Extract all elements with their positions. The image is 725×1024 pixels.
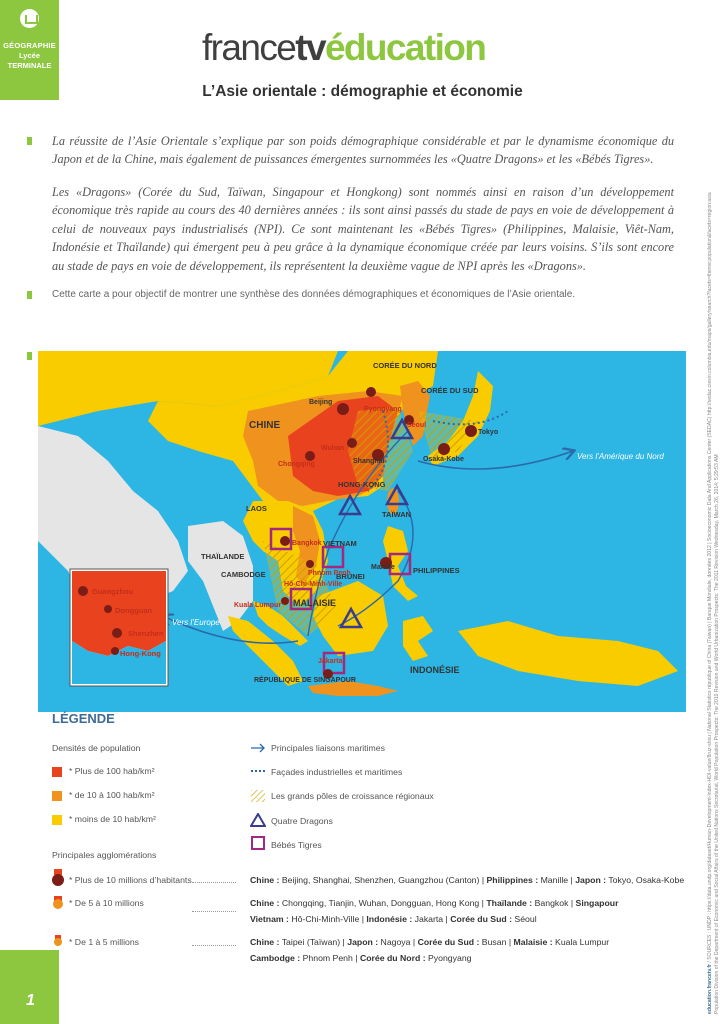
density-medium-swatch (52, 791, 62, 801)
dotted-line-icon (250, 767, 266, 775)
city-marker-phnom-penh (306, 560, 314, 568)
country-label: Malaisie : (513, 937, 553, 947)
hatch-icon (251, 790, 265, 802)
city-marker-beijing (337, 403, 349, 415)
label-vietnam: VIETNAM (323, 539, 357, 548)
city-label-ho-chi-minh: Hô-Chi-Minh-Ville (284, 581, 343, 588)
city-values: Hô-Chi-Minh-Ville (288, 913, 360, 924)
arrow-icon (250, 743, 266, 753)
label-laos: LAOS (246, 504, 267, 513)
label-cambodge: CAMBODGE (221, 570, 266, 579)
country-label: Japon : (575, 875, 607, 885)
inset-label-guangzhou: Guangzhou (92, 587, 134, 596)
city-label-chongqing: Chongqing (278, 461, 315, 468)
agglo-medium-label: * De 5 à 10 millions (69, 898, 144, 908)
cities-medium-row: Vietnam : Hô-Chi-Minh-Ville | Indonésie : Jakarta | Corée du Sud : Séoul (250, 913, 537, 924)
leader-dots (192, 882, 236, 883)
logo-part-tv: tv (295, 27, 325, 68)
paragraph-marker (27, 137, 32, 145)
country-label: Chine : (250, 898, 280, 908)
triangle-icon (250, 813, 266, 827)
paragraph-marker (27, 291, 32, 299)
country-label: Japon : (347, 937, 379, 947)
label-chine: CHINE (249, 420, 281, 431)
intro-paragraph-2: Les «Dragons» (Corée du Sud, Taïwan, Singapour et Hongkong) sont nommés ainsi en raison d’un développement économique très rapide au cours des 40 dernières années : ils sont ainsi passés du stade de pays en voie de développement à celui de nouveaux pays industrialisés (NPI). Ce sont maintenant les «Bébés Tigres» (Philippines, Malaisie, Viêt-Nam, Indonésie et Thaïlande) qui émergent peu à peu grâce à la dynamique économique créée par leurs voisins. S’ils sont encore au stade de pays en voie de développement, ils représentent la deuxième vague de NPI après les «Dragons». (52, 185, 674, 273)
inset-label-shenzhen: Shenzhen (128, 629, 164, 638)
sources-text: / SOURCES : UNDP : https://data.undp.org/dataset/Human-Development-Index-HDI-value/8ruz-shxu | National Statistics république of China (Taiwan) | Banque Mondiale, données 2012 | Socioeconomic Data And Applications Center (SEDAC) http://sedac.ciesin.columbia.edu/maps/gallery/search?facets=theme:population&facets=region:asia (707, 192, 713, 964)
country-label: Philippines : (486, 875, 539, 885)
city-label-shanghai: Shanghai (353, 458, 385, 465)
city-label-osaka-kobe: Osaka-Kobe (423, 456, 464, 463)
city-label-kuala-lumpur: Kuala Lumpur (234, 602, 282, 609)
badge-level: Lycée (19, 51, 40, 60)
country-label: Corée du Sud : (417, 937, 480, 947)
country-label: Corée du Sud : (450, 913, 513, 924)
city-small-icon (52, 935, 64, 947)
city-marker-bangkok (280, 536, 290, 546)
agglo-large-label: * Plus de 10 millions d’habitants (69, 875, 192, 885)
city-label-bangkok: Bangkok (292, 540, 322, 547)
logo-part-education: éducation (324, 27, 486, 68)
country-label: Chine : (250, 937, 280, 947)
page-number: 1 (0, 950, 59, 1024)
city-values: Jakarta (412, 913, 444, 924)
badge-subject: GÉOGRAPHIE (3, 41, 56, 50)
city-values: Nagoya (378, 937, 411, 947)
country-label: Singapour (575, 898, 619, 908)
city-label-beijing: Beijing (309, 399, 333, 406)
city-label-pyongyang: Pyongyang (364, 406, 402, 413)
city-values: Beijing, Shanghai, Shenzhen, Guangzhou (Canton) (279, 875, 480, 885)
square-icon (251, 836, 265, 850)
density-low-label: * moins de 10 hab/km² (69, 814, 156, 824)
city-values: Phnom Penh (300, 952, 353, 963)
legend-facades-label: Façades industrielles et maritimes (271, 767, 403, 777)
sources-line-2: Population Division of the Department of Economic and Social Affairs of the United Nations Secretariat, World Population Prospects: The 2010 Revision and World Urbanization Prospects: The 2011 Revision Wednesday, March 26, 2014; 5:29:53 AM (714, 454, 720, 1014)
label-singapour: RÉPUBLIQUE DE SINGAPOUR (254, 677, 356, 684)
density-high-label: * Plus de 100 hab/km² (69, 766, 155, 776)
country-label: Indonésie : (366, 913, 413, 924)
inset-marker-guangzhou (78, 586, 88, 596)
label-coree-sud: CORÉE DU SUD (421, 386, 479, 395)
label-taiwan: TAÏWAN (382, 510, 412, 519)
label-philippines: PHILIPPINES (413, 566, 460, 575)
city-values: Tokyo, Osaka-Kobe (606, 875, 685, 885)
city-marker-tokyo (465, 425, 477, 437)
label-malaisie: MALAISIE (293, 598, 337, 608)
city-values: Busan (479, 937, 507, 947)
label-vers-europe: Vers l’Europe (172, 618, 220, 627)
country-label: Cambodge : (250, 952, 301, 963)
city-label-seoul: Séoul (407, 422, 427, 429)
legend-dragons-label: Quatre Dragons (271, 816, 333, 826)
city-values: Kuala Lumpur (552, 937, 610, 947)
density-low-swatch (52, 815, 62, 825)
city-label-wuhan: Wuhan (321, 445, 345, 452)
cities-large-row: Chine : Beijing, Shanghai, Shenzhen, Guangzhou (Canton) | Philippines : Manille | Japon : Tokyo, Osaka-Kobe (250, 875, 685, 885)
city-large-icon (51, 869, 65, 887)
city-label-manille: Manille (371, 564, 395, 571)
leader-dots (192, 945, 236, 946)
east-asia-map (38, 351, 686, 712)
label-hong-kong: HONG-KONG (338, 480, 386, 489)
country-label: Vietnam : (250, 913, 289, 924)
country-label: Chine : (250, 875, 280, 885)
city-values: Taipei (Taïwan) (279, 937, 341, 947)
label-coree-nord: CORÉE DU NORD (373, 361, 437, 370)
legend-tigers-label: Bébés Tigres (271, 840, 322, 850)
city-values: Pyongyang (425, 952, 472, 963)
country-label: Thaïlande : (486, 898, 533, 908)
city-marker-kuala-lumpur (281, 597, 289, 605)
cities-medium-list (250, 896, 619, 927)
city-values: Manille (538, 875, 569, 885)
inset-label-dongguan: Dongguan (115, 606, 153, 615)
inset-label-hong-kong: Hong-Kong (120, 649, 161, 658)
cities-small-row: Chine : Taipei (Taïwan) | Japon : Nagoya | Corée du Sud : Busan | Malaisie : Kuala Lumpur (250, 937, 610, 947)
label-vers-amerique: Vers l’Amérique du Nord (577, 452, 664, 461)
label-indonesie: INDONÉSIE (410, 665, 460, 675)
city-values: Séoul (512, 913, 537, 924)
inset-marker-hongkong (111, 647, 119, 655)
badge-grade: TERMINALE (7, 61, 52, 70)
cities-large-list (250, 873, 684, 889)
city-label-tokyo: Tokyo (478, 429, 499, 436)
intro-paragraph-1: La réussite de l’Asie Orientale s’explique par son poids démographique considérable et par le dynamisme économique du Japon et de la Chine, mais également de puissances émergentes surnommées les «Quatre Dragons» et les «Bébés Tigres». (52, 134, 674, 167)
city-marker-pyongyang (366, 387, 376, 397)
city-values: Chongqing, Tianjin, Wuhan, Dongguan, Hong Kong (279, 898, 480, 908)
book-icon (20, 9, 39, 28)
country-label: Corée du Nord : (359, 952, 426, 963)
label-brunei: BRUNEI (336, 572, 365, 581)
francetv-education-logo[interactable] (202, 27, 485, 69)
cities-medium-row: Chine : Chongqing, Tianjin, Wuhan, Dongguan, Hong Kong | Thaïlande : Bangkok | Singapour (250, 898, 619, 908)
agglo-small-label: * De 1 à 5 millions (69, 937, 140, 947)
legend-density-header: Densités de population (52, 743, 141, 753)
city-label-phnom-penh: Phnom Penh (308, 570, 351, 577)
page-title: L’Asie orientale : démographie et économie (202, 83, 523, 100)
legend-title: LÉGENDE (52, 711, 115, 726)
legend-agglo-header: Principales agglomérations (52, 850, 157, 860)
logo-part-france: france (202, 27, 296, 68)
city-label-jakarta: Jakarta (318, 658, 343, 665)
city-marker-osaka-kobe (438, 443, 450, 455)
map-objective: Cette carte a pour objectif de montrer une synthèse des données démographiques et économiques de l’Asie orientale. (52, 289, 576, 300)
label-thailande: THAÏLANDE (201, 552, 245, 561)
cities-small-row: Cambodge : Phnom Penh | Corée du Nord : Pyongyang (250, 952, 472, 963)
density-medium-label: * de 10 à 100 hab/km² (69, 790, 155, 800)
leader-dots (192, 911, 236, 912)
paragraph-marker (27, 352, 32, 360)
sources-line-1 (707, 14, 714, 1014)
city-medium-icon (51, 896, 65, 910)
city-marker-chongqing (305, 451, 315, 461)
density-high-swatch (52, 767, 62, 777)
legend-poles-label: Les grands pôles de croissance régionaux (271, 791, 434, 801)
city-values: Bangkok (532, 898, 569, 908)
legend-routes-label: Principales liaisons maritimes (271, 743, 385, 753)
sources-sidebar (707, 14, 721, 1014)
inset-marker-shenzhen (112, 628, 122, 638)
site-link[interactable]: education.francetv.fr (707, 963, 713, 1014)
cities-small-list (250, 935, 609, 966)
inset-marker-dongguan (104, 605, 112, 613)
city-marker-wuhan (347, 438, 357, 448)
